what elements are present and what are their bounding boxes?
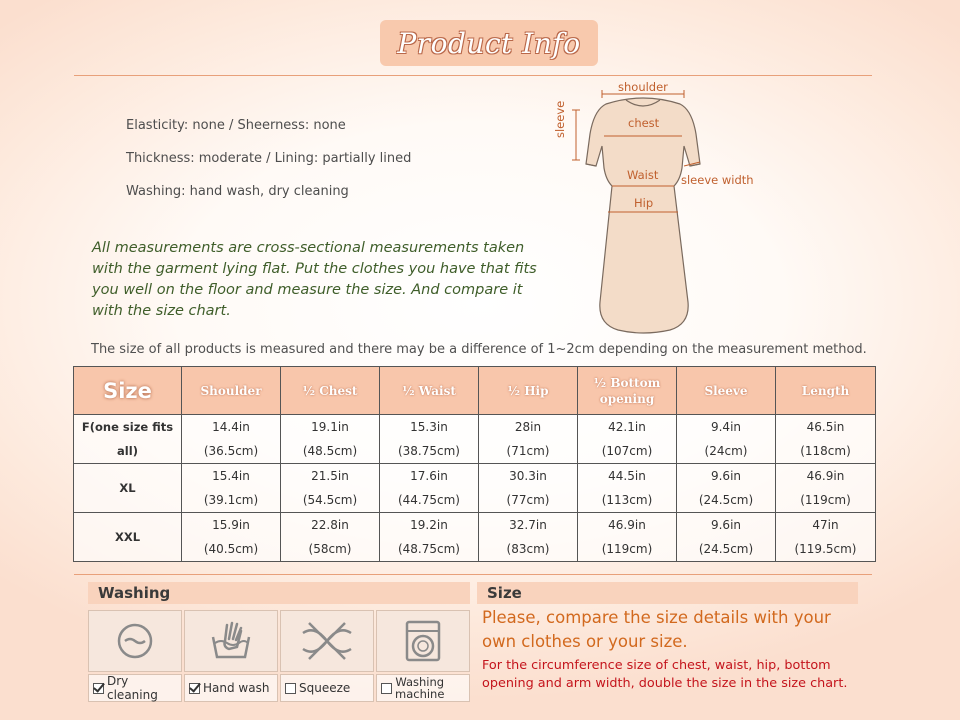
table-cell	[776, 415, 876, 464]
table-cell	[182, 513, 281, 562]
header-hip: ½ Hip	[479, 367, 578, 415]
value-cm: (119cm)	[601, 542, 653, 556]
size-label: XL	[74, 464, 182, 513]
header-size: Size	[74, 367, 182, 415]
table-cell	[281, 464, 380, 513]
value-cm: (40.5cm)	[203, 542, 259, 556]
value-inches: 15.4in	[212, 469, 250, 483]
table-cell	[479, 415, 578, 464]
washing-machine-label	[395, 676, 444, 700]
table-cell	[578, 513, 677, 562]
value-cm: (107cm)	[601, 444, 653, 458]
table-header-row	[74, 367, 876, 415]
value-cm: (24cm)	[704, 444, 748, 458]
label-waist: Waist	[627, 168, 659, 182]
label-sleeve: sleeve	[553, 100, 567, 138]
label-shoulder: shoulder	[618, 80, 668, 94]
dry-cleaning-label: Dry cleaning	[107, 674, 158, 702]
bottom-divider	[74, 574, 872, 575]
washing-icons	[88, 610, 470, 672]
value-cm: (39.1cm)	[203, 493, 259, 507]
no-wring-cell	[280, 610, 374, 672]
header-chest: ½ Chest	[281, 367, 380, 415]
value-inches: 15.9in	[212, 518, 250, 532]
value-cm: (44.75cm)	[397, 493, 460, 507]
value-cm: (71cm)	[506, 444, 550, 458]
value-cm: (38.75cm)	[397, 444, 460, 458]
size-circumference-note: For the circumference size of chest, waist, hip, bottom opening and arm width, double the size in the size chart.	[482, 658, 848, 691]
value-inches: 30.3in	[509, 469, 547, 483]
washing-machine-checkbox[interactable]	[381, 683, 392, 694]
label-sleeve-width: sleeve width	[681, 173, 754, 187]
value-inches: 21.5in	[311, 469, 349, 483]
value-inches: 9.6in	[710, 518, 742, 532]
label-chest: chest	[628, 116, 660, 130]
washing-machine-icon	[403, 619, 443, 663]
value-inches: 28in	[514, 420, 542, 434]
value-cm: (48.5cm)	[302, 444, 358, 458]
value-inches: 46.9in	[806, 469, 845, 483]
value-cm: (24.5cm)	[698, 493, 754, 507]
value-inches: 9.4in	[710, 420, 742, 434]
measurement-method-note: The size of all products is measured and there may be a difference of 1~2cm depending on the measurement method.	[91, 342, 867, 357]
table-cell	[182, 415, 281, 464]
option-squeeze[interactable]	[280, 674, 374, 702]
table-cell	[479, 513, 578, 562]
value-inches: 19.2in	[410, 518, 448, 532]
title-banner	[380, 20, 598, 66]
value-inches: 42.1in	[608, 420, 646, 434]
table-cell	[776, 464, 876, 513]
table-cell	[281, 513, 380, 562]
value-cm: (36.5cm)	[203, 444, 259, 458]
value-cm: (58cm)	[308, 542, 352, 556]
value-inches: 44.5in	[608, 469, 646, 483]
page-title: Product Info	[397, 26, 581, 60]
value-inches: 17.6in	[410, 469, 448, 483]
hand-wash-checkbox[interactable]	[189, 683, 200, 694]
size-label: XXL	[74, 513, 182, 562]
value-cm: (48.75cm)	[397, 542, 460, 556]
table-cell	[578, 464, 677, 513]
table-cell	[380, 513, 479, 562]
no-wring-icon	[299, 621, 355, 661]
table-cell	[677, 513, 776, 562]
value-cm: (118cm)	[800, 444, 851, 458]
table-row	[74, 415, 876, 464]
hand-wash-cell	[184, 610, 278, 672]
dry-clean-icon	[113, 619, 157, 663]
table-cell	[182, 464, 281, 513]
table-cell	[677, 464, 776, 513]
dress-illustration	[550, 76, 780, 338]
hand-wash-label: Hand wash	[203, 681, 270, 695]
table-cell	[479, 464, 578, 513]
value-inches: 46.5in	[806, 420, 845, 434]
value-cm: (119.5cm)	[794, 542, 857, 556]
washing-heading: Washing	[88, 582, 470, 604]
table-cell	[281, 415, 380, 464]
hand-wash-icon	[207, 617, 255, 665]
header-shoulder: Shoulder	[182, 367, 281, 415]
value-cm: (77cm)	[506, 493, 550, 507]
table-row	[74, 464, 876, 513]
value-cm: (119cm)	[800, 493, 851, 507]
washing-machine-label-line1: Washing	[395, 675, 445, 689]
value-inches: 9.6in	[710, 469, 742, 483]
option-hand-wash[interactable]	[184, 674, 278, 702]
header-sleeve: Sleeve	[677, 367, 776, 415]
value-inches: 19.1in	[311, 420, 349, 434]
measurement-note: All measurements are cross-sectional measurements taken with the garment lying flat. Put the clothes you have that fits you well on the floor and measure the size. And compare it with the size chart.	[92, 240, 537, 319]
dry-cleaning-checkbox[interactable]	[93, 683, 104, 694]
washing-machine-cell	[376, 610, 470, 672]
value-cm: (83cm)	[506, 542, 550, 556]
value-cm: (54.5cm)	[302, 493, 358, 507]
option-washing-machine[interactable]	[376, 674, 470, 702]
value-inches: 22.8in	[311, 518, 349, 532]
table-cell	[380, 415, 479, 464]
header-waist: ½ Waist	[380, 367, 479, 415]
washing-machine-label-line2: machine	[395, 687, 445, 701]
value-inches: 14.4in	[212, 420, 250, 434]
table-cell	[380, 464, 479, 513]
size-chart-table	[73, 366, 876, 562]
value-inches: 32.7in	[509, 518, 547, 532]
table-cell	[677, 415, 776, 464]
option-dry-cleaning[interactable]	[88, 674, 182, 702]
spec-elasticity: Elasticity: none / Sheerness: none	[126, 118, 346, 133]
table-cell	[578, 415, 677, 464]
size-heading: Size	[477, 582, 858, 604]
size-instruction: Please, compare the size details with your own clothes or your size.	[482, 608, 831, 651]
header-bottom-opening: ½ Bottom opening	[578, 367, 677, 415]
value-inches: 15.3in	[410, 420, 448, 434]
spec-thickness: Thickness: moderate / Lining: partially lined	[126, 151, 412, 166]
size-label: F(one size fits all)	[74, 415, 182, 464]
header-length: Length	[776, 367, 876, 415]
size-table-body	[74, 415, 876, 562]
squeeze-label: Squeeze	[299, 681, 351, 695]
value-cm: (113cm)	[601, 493, 653, 507]
value-inches: 47in	[812, 518, 839, 532]
table-cell	[776, 513, 876, 562]
washing-options	[88, 674, 470, 702]
label-hip: Hip	[634, 196, 654, 210]
squeeze-checkbox[interactable]	[285, 683, 296, 694]
value-cm: (24.5cm)	[698, 542, 754, 556]
value-inches: 46.9in	[608, 518, 646, 532]
table-row	[74, 513, 876, 562]
dress-diagram	[550, 76, 780, 338]
dry-clean-cell	[88, 610, 182, 672]
spec-washing: Washing: hand wash, dry cleaning	[126, 184, 349, 199]
